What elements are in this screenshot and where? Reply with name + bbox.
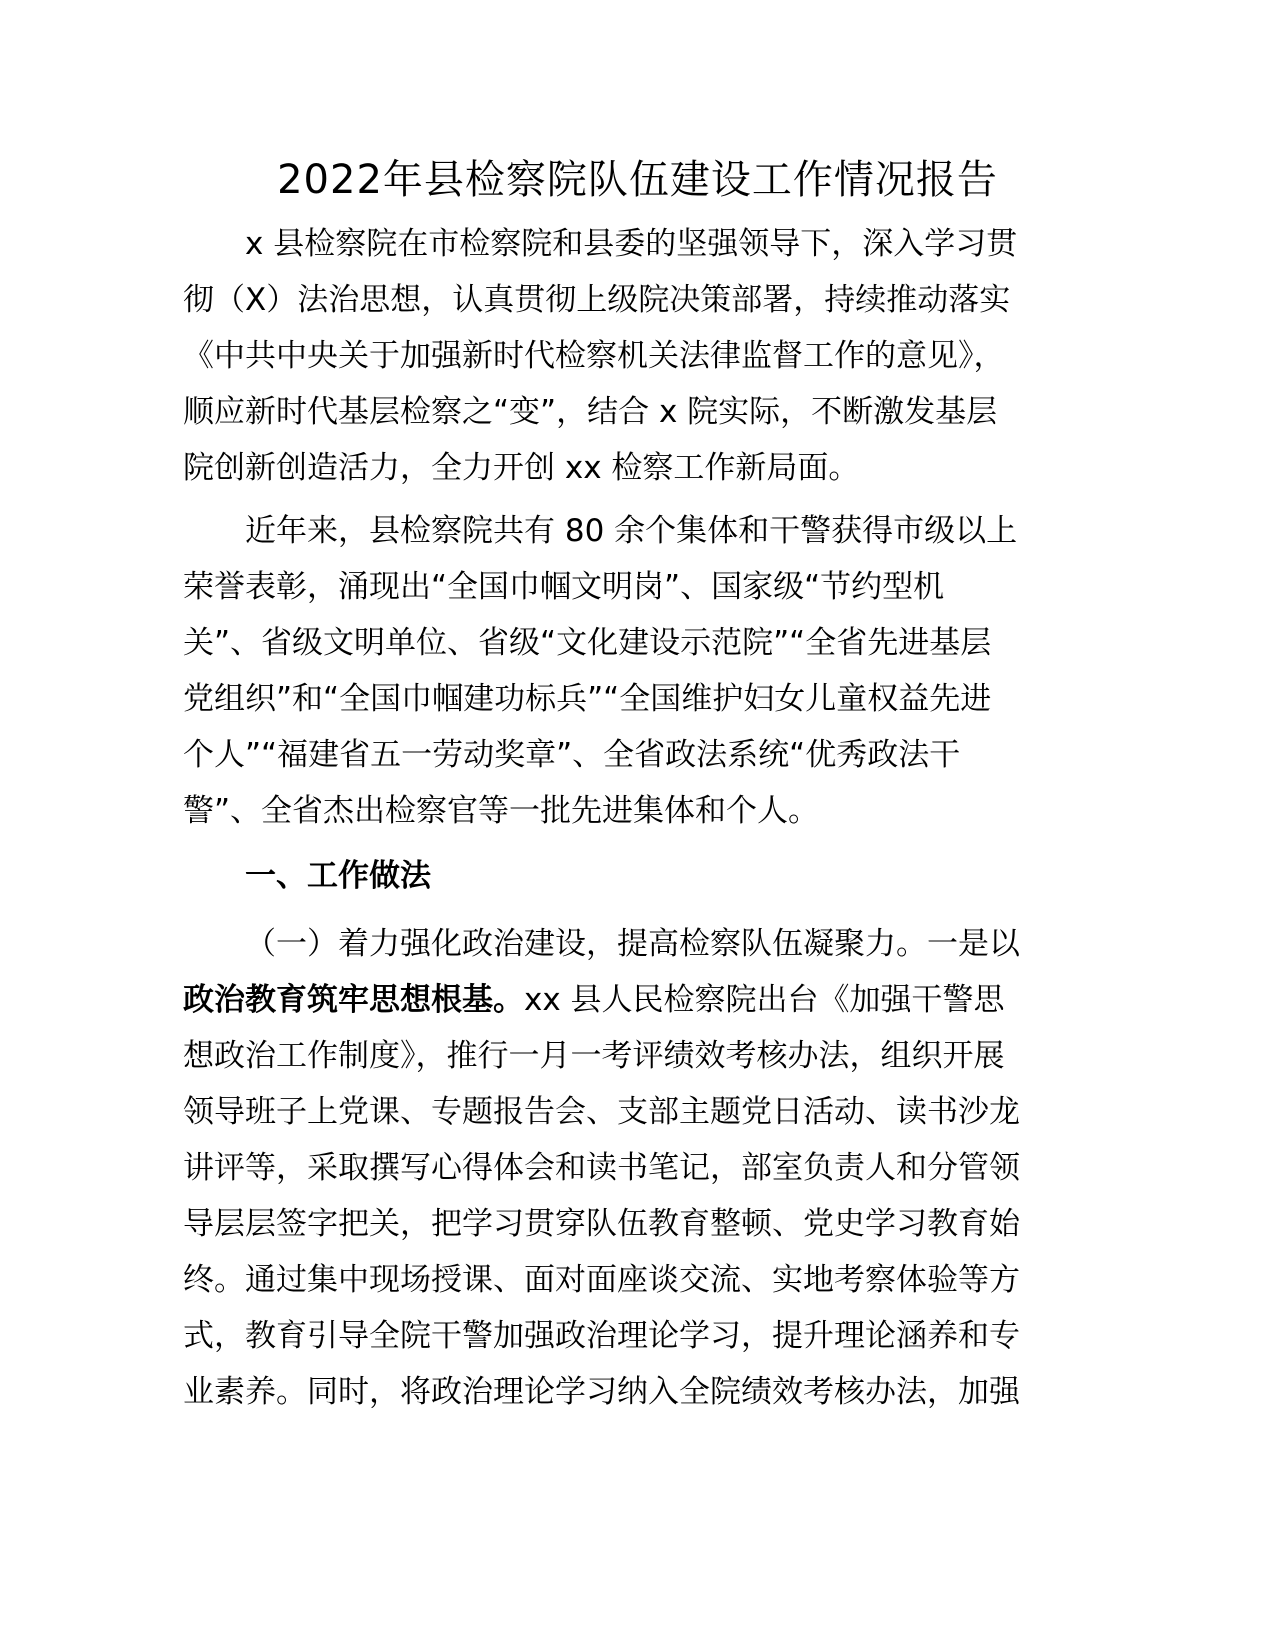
- paragraph-line: 彻（X）法治思想，认真贯彻上级院决策部署，持续推动落实: [183, 282, 1011, 318]
- paragraph-line: 想政治工作制度》，推行一月一考评绩效考核办法，组织开展: [183, 1038, 1005, 1074]
- paragraph-line: x 县检察院在市检察院和县委的坚强领导下，深入学习贯: [245, 226, 1018, 262]
- paragraph-line: 业素养。同时，将政治理论学习纳入全院绩效考核办法，加强: [183, 1374, 1020, 1410]
- paragraph-line: 近年来，县检察院共有 80 余个集体和干警获得市级以上: [245, 513, 1018, 549]
- paragraph-line: 院创新创造活力，全力开创 xx 检察工作新局面。: [183, 450, 860, 486]
- paragraph-line: 关”、省级文明单位、省级“文化建设示范院”“全省先进基层: [183, 625, 992, 661]
- paragraph-line: 荣誉表彰，涌现出“全国巾帼文明岗”、国家级“节约型机: [183, 569, 945, 605]
- paragraph-line: 《中共中央关于加强新时代检察机关法律监督工作的意见》，: [183, 338, 1005, 374]
- bold-lead-text: 政治教育筑牢思想根基。: [183, 982, 524, 1018]
- paragraph-line: 讲评等，采取撰写心得体会和读书笔记，部室负责人和分管领: [183, 1150, 1020, 1186]
- paragraph-line: 个人”“福建省五一劳动奖章”、全省政法系统“优秀政法干: [183, 737, 961, 773]
- paragraph-line: 警”、全省杰出检察官等一批先进集体和个人。: [183, 793, 820, 829]
- paragraph-text: xx 县人民检察院出台《加强干警思: [524, 982, 1005, 1018]
- paragraph-line: 顺应新时代基层检察之“变”，结合 x 院实际，不断激发基层: [183, 394, 998, 430]
- document-title: 2022年县检察院队伍建设工作情况报告: [277, 157, 998, 203]
- paragraph-line: （一）着力强化政治建设，提高检察队伍凝聚力。一是以: [245, 926, 1020, 962]
- paragraph-line: 终。通过集中现场授课、面对面座谈交流、实地考察体验等方: [183, 1262, 1020, 1298]
- paragraph-line: 导层层签字把关，把学习贯穿队伍教育整顿、党史学习教育始: [183, 1206, 1020, 1242]
- paragraph-line: 式，教育引导全院干警加强政治理论学习，提升理论涵养和专: [183, 1318, 1020, 1354]
- paragraph-line: 党组织”和“全国巾帼建功标兵”“全国维护妇女儿童权益先进: [183, 681, 992, 717]
- paragraph-line: 领导班子上党课、专题报告会、支部主题党日活动、读书沙龙: [183, 1094, 1020, 1130]
- paragraph-line-mixed: [183, 972, 1005, 1028]
- section-heading: 一、工作做法: [245, 858, 431, 894]
